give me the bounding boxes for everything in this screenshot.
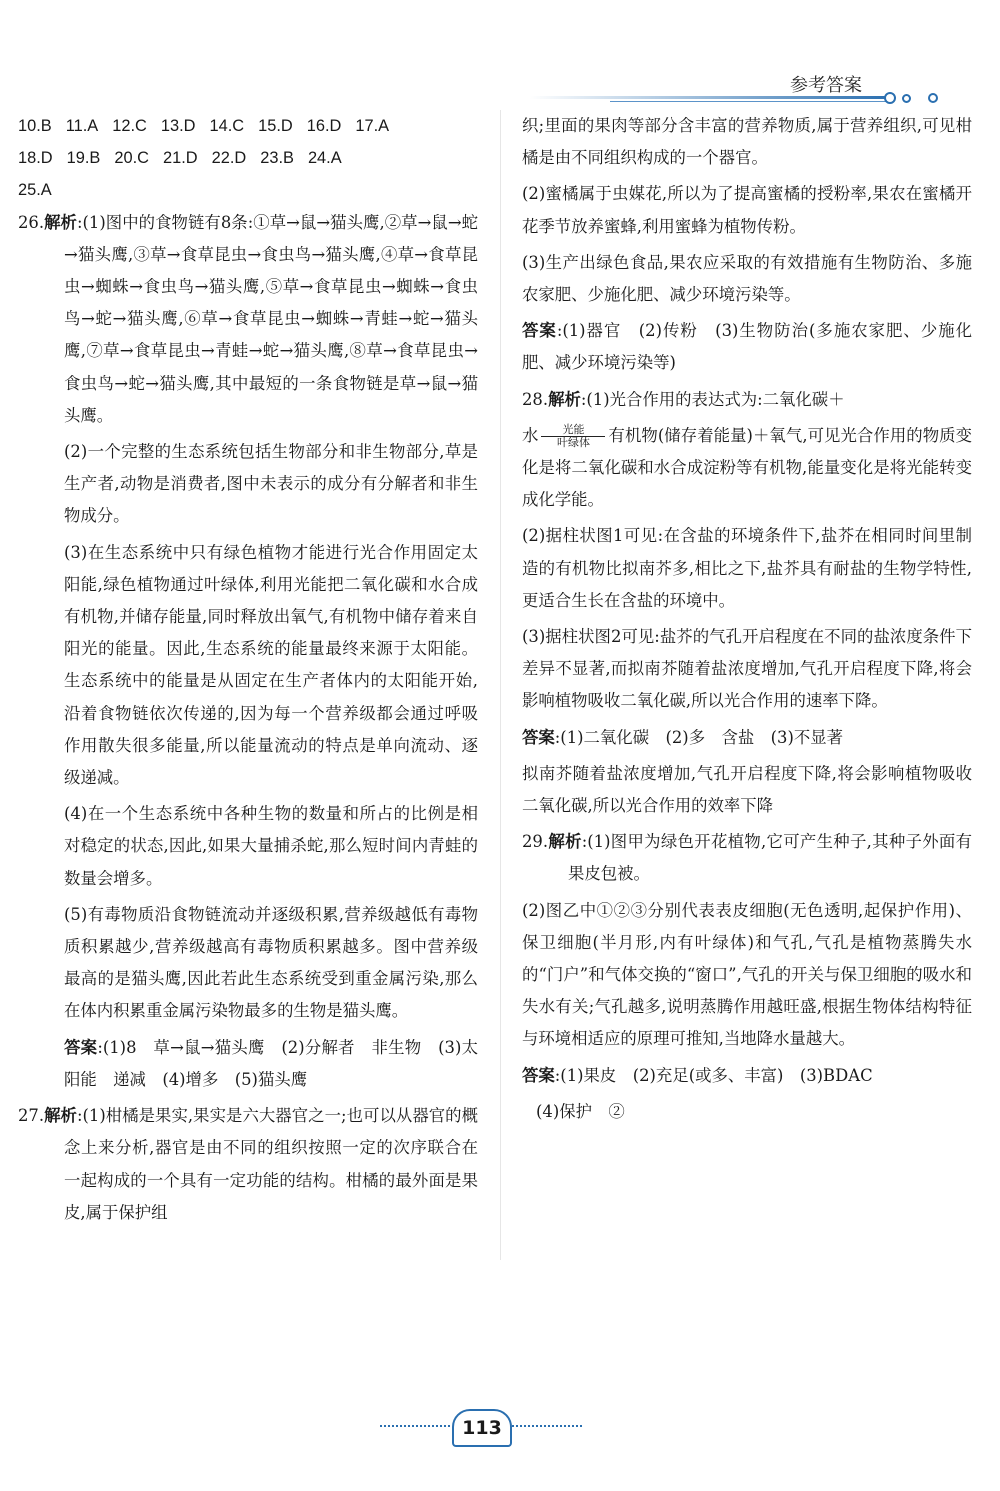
choice-answer: 20.C: [114, 149, 149, 168]
q27-part-1a: :(1)柑橘是果实,果实是六大器官之一;也可以从器官的概念上来分析,器官是由不同的组织按照一定的次序联合在一起构成的一个具有一定功能的结构。柑橘的最外面是果皮,属于保护组: [64, 1106, 478, 1222]
header-dot-icon: [928, 93, 938, 103]
q27-part-1b: 织;里面的果肉等部分含丰富的营养物质,属于营养组织,可见柑橘是由不同组织构成的一个器官。: [522, 116, 972, 168]
q27-answer-text: :(1)器官 (2)传粉 (3)生物防治(多施农家肥、少施化肥、减少环境污染等): [522, 321, 973, 373]
q26-part-3: (3)在生态系统中只有绿色植物才能进行光合作用固定太阳能,绿色植物通过叶绿体,利用光能把二氧化碳和水合成有机物,并储存能量,同时释放出氧气,有机物中储存着来自阳光的能量。因此,生态系统的能量最终来源于太阳能。生态系统中的能量是从固定在生产者体内的太阳能开始,沿着食物链依次传递的,因为每一个营养级都会通过呼吸作用散失很多能量,所以能量流动的特点是单向流动、逐级递减。: [64, 542, 478, 788]
choice-answers-row-1: [18, 110, 478, 142]
answer-label: 答案: [522, 321, 557, 341]
q28-equation: [522, 420, 972, 517]
header-rule-thin: [610, 101, 890, 102]
q26-part-5: (5)有毒物质沿食物链流动并逐级积累,营养级越低有毒物质积累越少,营养级越高有毒物质积累越多。图中营养级最高的是猫头鹰,因此若此生态系统受到重金属污染,那么在体内积累重金属污染物最多的生物是猫头鹰。: [64, 904, 478, 1021]
q26-part-2: (2)一个完整的生态系统包括生物部分和非生物部分,草是生产者,动物是消费者,图中未表示的成分有分解者和非生物成分。: [64, 442, 478, 526]
arrow-line-icon: [541, 436, 605, 437]
choice-answer: 10.B: [18, 117, 52, 135]
answer-label: 答案: [522, 1065, 555, 1085]
choice-answer: 18.D: [18, 149, 53, 168]
q28-part-1b: 有机物(储存着能量)＋氧气,可见光合作用的物质变化是将二氧化碳和水合成淀粉等有机物,能量变化是将光能转变成化学能。: [522, 425, 973, 510]
arrow-top-label: 光能: [562, 422, 585, 436]
analysis-label: 解析: [44, 212, 77, 232]
question-29: [522, 826, 972, 1128]
answer-label: 答案: [64, 1037, 98, 1057]
choice-answer: 22.D: [211, 149, 247, 168]
q29-answer-text: :(1)果皮 (2)充足(或多、丰富) (3)BDAC: [554, 1065, 873, 1085]
choice-answer: 25.A: [18, 181, 52, 200]
choice-answers-row-2: [18, 142, 478, 174]
footer-dots-right: [512, 1425, 582, 1427]
choice-answer: 21.D: [162, 149, 198, 168]
q28-part-2: (2)据柱状图1可见:在含盐的环境条件下,盐芥在相同时间里制造的有机物比拟南芥多,相比之下,盐芥具有耐盐的生物学特性,更适合生长在含盐的环境中。: [522, 526, 972, 610]
header-rule: [530, 96, 890, 99]
analysis-label: 解析: [548, 832, 582, 852]
q29-part-1: :(1)图甲为绿色开花植物,它可产生种子,其种子外面有果皮包被。: [568, 832, 972, 884]
choice-answer: 11.A: [65, 117, 99, 135]
q27-part-3: (3)生产出绿色食品,果农应采取的有效措施有生物防治、多施农家肥、少施化肥、减少环境污染等。: [522, 252, 972, 305]
header-dot-icon: [884, 92, 896, 104]
q26-answer-text: :(1)8 草→鼠→猫头鹰 (2)分解者 非生物 (3)太阳能 递减 (4)增多 (5)猫头鹰: [64, 1037, 479, 1089]
q26-answer: [18, 1032, 478, 1096]
choice-answer: 16.D: [306, 117, 342, 135]
q26-analysis: [18, 207, 478, 432]
question-27: [18, 1100, 478, 1229]
choice-answer: 12.C: [112, 117, 147, 135]
choice-answers-row-3: [18, 174, 478, 206]
header-dot-icon: [902, 94, 911, 103]
question-26: [18, 207, 478, 1096]
question-number: 26.: [18, 212, 45, 232]
q29-answer-continued: (4)保护 ②: [536, 1101, 625, 1121]
analysis-label: 解析: [44, 1106, 77, 1126]
q28-answer-text: :(1)二氧化碳 (2)多 含盐 (3)不显著: [554, 727, 844, 747]
equation-water: 水: [522, 425, 539, 445]
q28-part-1a: :(1)光合作用的表达式为:二氧化碳＋: [580, 389, 845, 409]
choice-answer: 15.D: [258, 117, 293, 135]
answer-label: 答案: [522, 727, 555, 747]
page-footer: [380, 1403, 620, 1453]
question-number: 27.: [18, 1106, 45, 1126]
q27-part-2: (2)蜜橘属于虫媒花,所以为了提高蜜橘的授粉率,果农在蜜橘开花季节放养蜜蜂,利用蜜蜂为植物传粉。: [522, 184, 972, 236]
choice-answer: 13.D: [160, 117, 196, 135]
header-title: 参考答案: [790, 75, 862, 96]
q29-answer: [522, 1060, 972, 1092]
reaction-arrow: [541, 424, 605, 449]
q29-analysis: [522, 826, 972, 890]
footer-dots-left: [380, 1425, 450, 1427]
question-number: 29.: [522, 832, 549, 852]
column-divider: [500, 110, 501, 1260]
choice-answer: 19.B: [66, 149, 101, 168]
q28-answer: [522, 722, 972, 754]
q28-analysis: [522, 384, 972, 416]
q28-answer-continued: 拟南芥随着盐浓度增加,气孔开启程度下降,将会影响植物吸收二氧化碳,所以光合作用的效率下降: [522, 763, 972, 816]
arrow-bottom-label: 叶绿体: [556, 435, 590, 449]
choice-answer: 24.A: [307, 149, 342, 168]
q26-part-4: (4)在一个生态系统中各种生物的数量和所占的比例是相对稳定的状态,因此,如果大量捕杀蛇,那么短时间内青蛙的数量会增多。: [64, 804, 478, 888]
right-column: [522, 110, 972, 1132]
question-number: 28.: [522, 389, 549, 409]
q27-analysis: [18, 1100, 478, 1229]
choice-answer: 23.B: [260, 149, 294, 168]
analysis-label: 解析: [548, 389, 581, 409]
left-column: [18, 110, 478, 1233]
choice-answer: 17.A: [355, 117, 390, 135]
q26-part-1: :(1)图中的食物链有8条:①草→鼠→猫头鹰,②草→鼠→蛇→猫头鹰,③草→食草昆虫→食虫鸟→猫头鹰,④草→食草昆虫→蜘蛛→食虫鸟→猫头鹰,⑤草→食草昆虫→蜘蛛→食虫鸟→蛇→猫头鹰,⑥草→食草昆虫→蜘蛛→青蛙→蛇→猫头鹰,⑦草→食草昆虫→青蛙→蛇→猫头鹰,⑧草→食草昆虫→食虫鸟→蛇→猫头鹰,其中最短的一条食物链是草→鼠→猫头鹰。: [64, 212, 478, 425]
q27-answer: [522, 315, 972, 379]
page-number: 113: [452, 1409, 512, 1447]
q29-part-2: (2)图乙中①②③分别代表表皮细胞(无色透明,起保护作用)、保卫细胞(半月形,内有叶绿体)和气孔,气孔是植物蒸腾失水的“门户”和气体交换的“窗口”,气孔的开关与保卫细胞的吸水和失水有关;气孔越多,说明蒸腾作用越旺盛,根据生物体结构特征与环境相适应的原理可推知,当地降水量越大。: [522, 900, 972, 1049]
choice-answer: 14.C: [209, 117, 245, 135]
question-28: [522, 384, 972, 823]
q28-part-3: (3)据柱状图2可见:盐芥的气孔开启程度在不同的盐浓度条件下差异不显著,而拟南芥随着盐浓度增加,气孔开启程度下降,将会影响植物吸收二氧化碳,所以光合作用的速率下降。: [522, 627, 972, 711]
